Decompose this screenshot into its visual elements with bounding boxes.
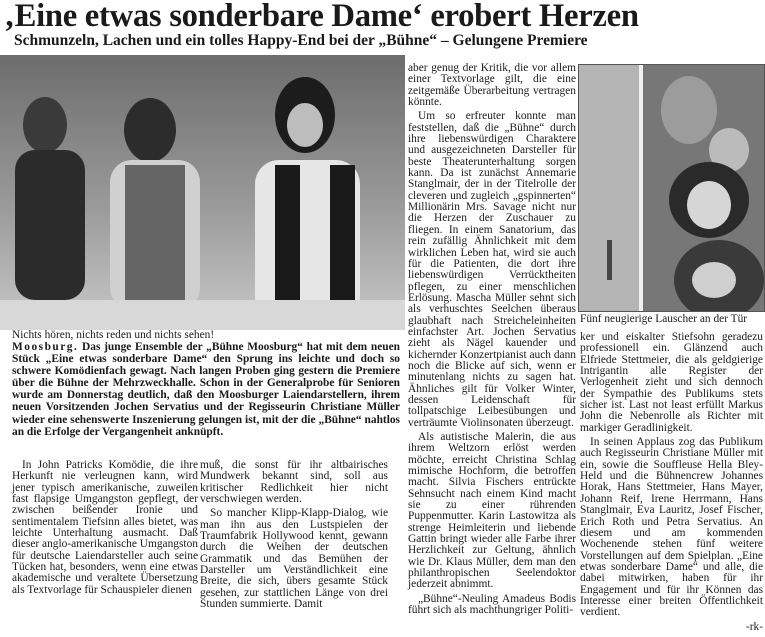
author-signature: -rk-	[745, 620, 763, 633]
lead-paragraph	[12, 341, 400, 438]
paragraph: In seinen Applaus zog das Publikum auch Regisseurin Christiane Müller mit ein, sowie die Souffleuse Hella Bley-Held und die Bühnencrew Johannes Horak, Hans Stettmeier, Hans Mayer, Johann Reif, Irene Herrmann, Hans Stanglmair, Eva Lauritz, Josef Fischer, Erich Roth und Petra Servatius. An diesem und am kommenden Wochenende stehen fünf weitere Vorstellungen auf dem Spielplan. „Eine etwas sonderbare Dame“ und alle, die dabei mitwirken, haben für ihr Engagement und für ihr Können das Interesse einer breiten Öffentlichkeit verdient.	[580, 436, 763, 619]
dateline: Moosburg.	[12, 341, 79, 353]
photo-figures	[0, 55, 405, 330]
paragraph: aber genug der Kritik, die vor allem einer Textvorlage gilt, die eine zeitgemäße Überarbeitung vertragen könnte.	[408, 62, 576, 109]
paragraph: muß, die sonst für ihr altbairisches Mundwerk bekannt sind, soll aus kritischer Redlichkeit hier nicht verschwiegen werden.	[200, 459, 388, 506]
paragraph: Als autistische Malerin, die aus ihrem Weltzorn erlöst werden möchte, erreicht Christina Schlag mimische Hochform, die betroffen macht. Silvia Fischers entrückte Sehnsucht nach einem Kind macht sie zu einer rührenden Puppenmutter. Karin Lastowitza als strenge Heimleiterin und liebende Gattin bringt wieder alle Farbe ihrer Herzlichkeit zur Geltung, ähnlich wie Dr. Klaus Müller, dem man den philanthropischen Seelendoktor jederzeit abnimmt.	[408, 431, 576, 591]
photo-right-caption: Fünf neugierige Lauscher an der Tür	[580, 313, 748, 325]
lead-text: Das junge Ensemble der „Bühne Moosburg“ hat mit dem neuen Stück „Eine etwas sonderbare Dame“ den Sprung ins leichte und doch so schwere Komödienfach gewagt. Nach langen Proben ging gestern die Premiere über die Bühne der Mehrzweckhalle. Schon in der Generalprobe für Senioren wurde am Donnerstag deutlich, daß den Moosburger Laiendarstellern, ihrem neuen Vorsitzenden Jochen Servatius und der Regisseurin Christiane Müller wieder eine sehenswerte Inszenierung gelungen ist, mit der die „Bühne“ nahtlos an die Erfolge der Vergangenheit anknüpft.	[12, 341, 400, 438]
subheadline: Schmunzeln, Lachen und ein tolles Happy-End bei der „Bühne“ – Gelungene Premiere	[14, 32, 588, 49]
photo-door-listeners	[578, 64, 765, 312]
paragraph: ker und eiskalter Stiefsohn geradezu professionell ein. Glänzend auch Elfriede Stettmeier, die als geldgierige Intrigantin alle Register der Verlogenheit zieht und sich dennoch der Sympathie des Publikums stets sicher ist. Last not least erfüllt Markus John die Nebenrolle als Richter mit markiger Geradlinigkeit.	[580, 331, 763, 434]
paragraph: „Bühne“-Neuling Amadeus Bodis führt sich als machthungriger Politi-	[408, 592, 576, 617]
article-column-1	[12, 460, 198, 596]
photo-left-caption: Nichts hören, nichts reden und nichts sehen!	[12, 329, 215, 341]
paragraph: In John Patricks Komödie, die ihre Herkunft nie verleugnen kann, wird jener typisch amerikanische, zuweilen fast flapsige Umgangston gepflegt, der zwischen beißender Ironie und sentimentalem Tiefsinn alles bietet, was leichte Unterhaltung ausmacht. Daß dieser anglo-amerikanische Umgangston für deutsche Laiendarsteller auch seine Tücken hat, besonders, wenn eine etwas akademische und veraltete Übersetzung als Textvorlage für Schauspieler dienen	[12, 459, 198, 596]
photo-three-actors	[0, 55, 405, 330]
photo-door-figures	[579, 65, 764, 311]
paragraph: Um so erfreuter konnte man feststellen, daß die „Bühne“ durch ihre liebenswürdigen Charaktere und ausgezeichneten Darsteller für beste Theaterunterhaltung sorgen kann. Da ist zunächst Annemarie Stanglmair, der in der Titelrolle der cleveren und zugleich „gspinnerten“ Millionärin Mrs. Savage nicht nur die Herzen der Zuschauer zu fliegen. In einem Sanatorium, das rein zufällig Ähnlichkeit mit dem wirklichen Leben hat, wird sie auch für die Patienten, die dort ihre liebenswürdigen Verrücktheiten pflegen, zu einer menschlichen Erlösung. Mascha Müller sehnt sich als verhuschtes Seelchen überaus glaubhaft nach Streicheleinheiten einfachster Art. Jochen Servatius zieht als Nägel kauender und kichernder Konzertpianist auch dann noch die Blicke auf sich, wenn er minutenlang nichts zu sagen hat. Ähnliches gilt für Volker Winter, dessen Leidenschaft für tollpatschige Leibesübungen und verträumte Violinsonaten überzeugt.	[408, 110, 576, 429]
article-column-2	[200, 460, 388, 610]
article-column-4	[580, 332, 763, 633]
article-column-3	[408, 63, 576, 617]
paragraph: So mancher Klipp-Klapp-Dialog, wie man ihn aus den Lustspielen der Traumfabrik Hollywood kennt, gewann durch die Weihen der deutschen Grammatik und das Bemühen der Darsteller um Verständlichkeit eine Breite, die sich, übers gesamte Stück gesehen, zur stattlichen Länge von drei Stunden summierte. Damit	[200, 507, 388, 611]
headline: ‚Eine etwas sonderbare Dame‘ erobert Herzen	[4, 0, 639, 34]
